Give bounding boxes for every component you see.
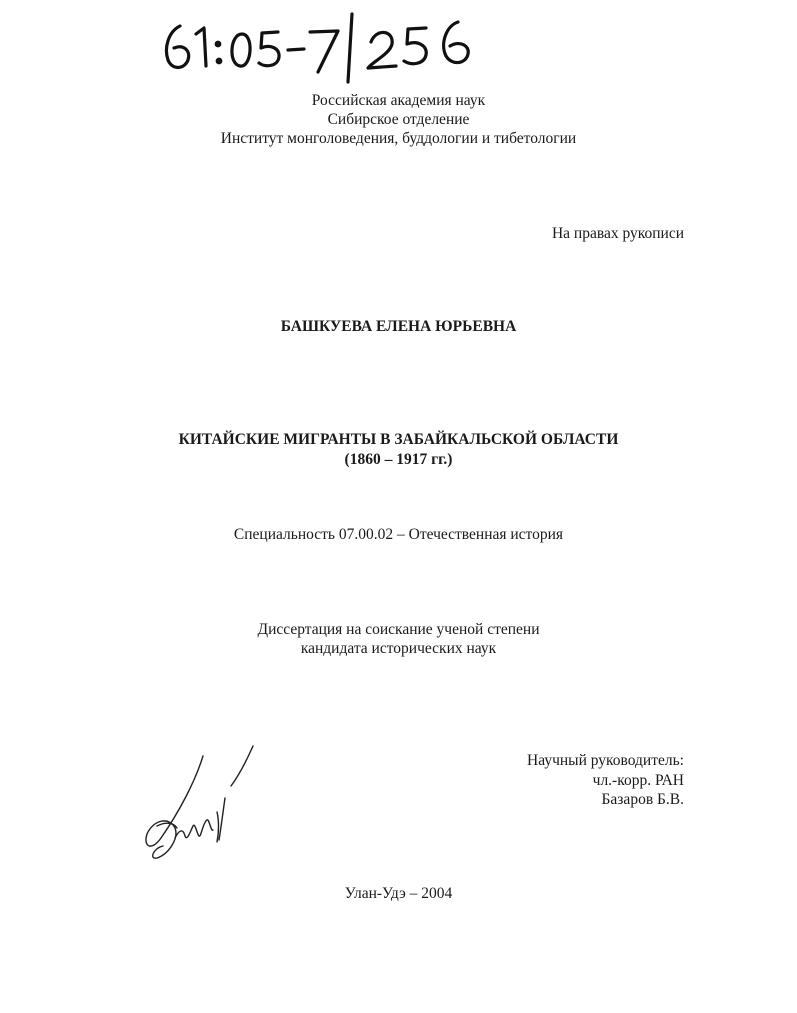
supervisor-label: Научный руководитель:	[527, 752, 684, 769]
author-name: БАШКУЕВА ЕЛЕНА ЮРЬЕВНА	[280, 318, 517, 335]
supervisor-rank: чл.-корр. РАН	[592, 772, 684, 789]
branch-name: Сибирское отделение	[327, 111, 470, 128]
author-signature	[135, 742, 265, 870]
degree-line-2: кандидата исторических наук	[300, 640, 497, 657]
dissertation-title: КИТАЙСКИЕ МИГРАНТЫ В ЗАБАЙКАЛЬСКОЙ ОБЛАСТИ	[178, 431, 619, 448]
handwritten-archive-mark	[158, 6, 508, 86]
specialty: Специальность 07.00.02 – Отечественная история	[233, 526, 564, 543]
institute-name: Институт монголоведения, буддологии и тибетологии	[220, 130, 577, 147]
place-and-year: Улан-Удэ – 2004	[344, 885, 453, 902]
academy-name: Российская академия наук	[311, 92, 486, 109]
supervisor-name: Базаров Б.В.	[601, 791, 684, 808]
dissertation-years: (1860 – 1917 гг.)	[344, 451, 453, 468]
degree-line-1: Диссертация на соискание ученой степени	[257, 621, 540, 638]
rights-note: На правах рукописи	[551, 225, 684, 242]
